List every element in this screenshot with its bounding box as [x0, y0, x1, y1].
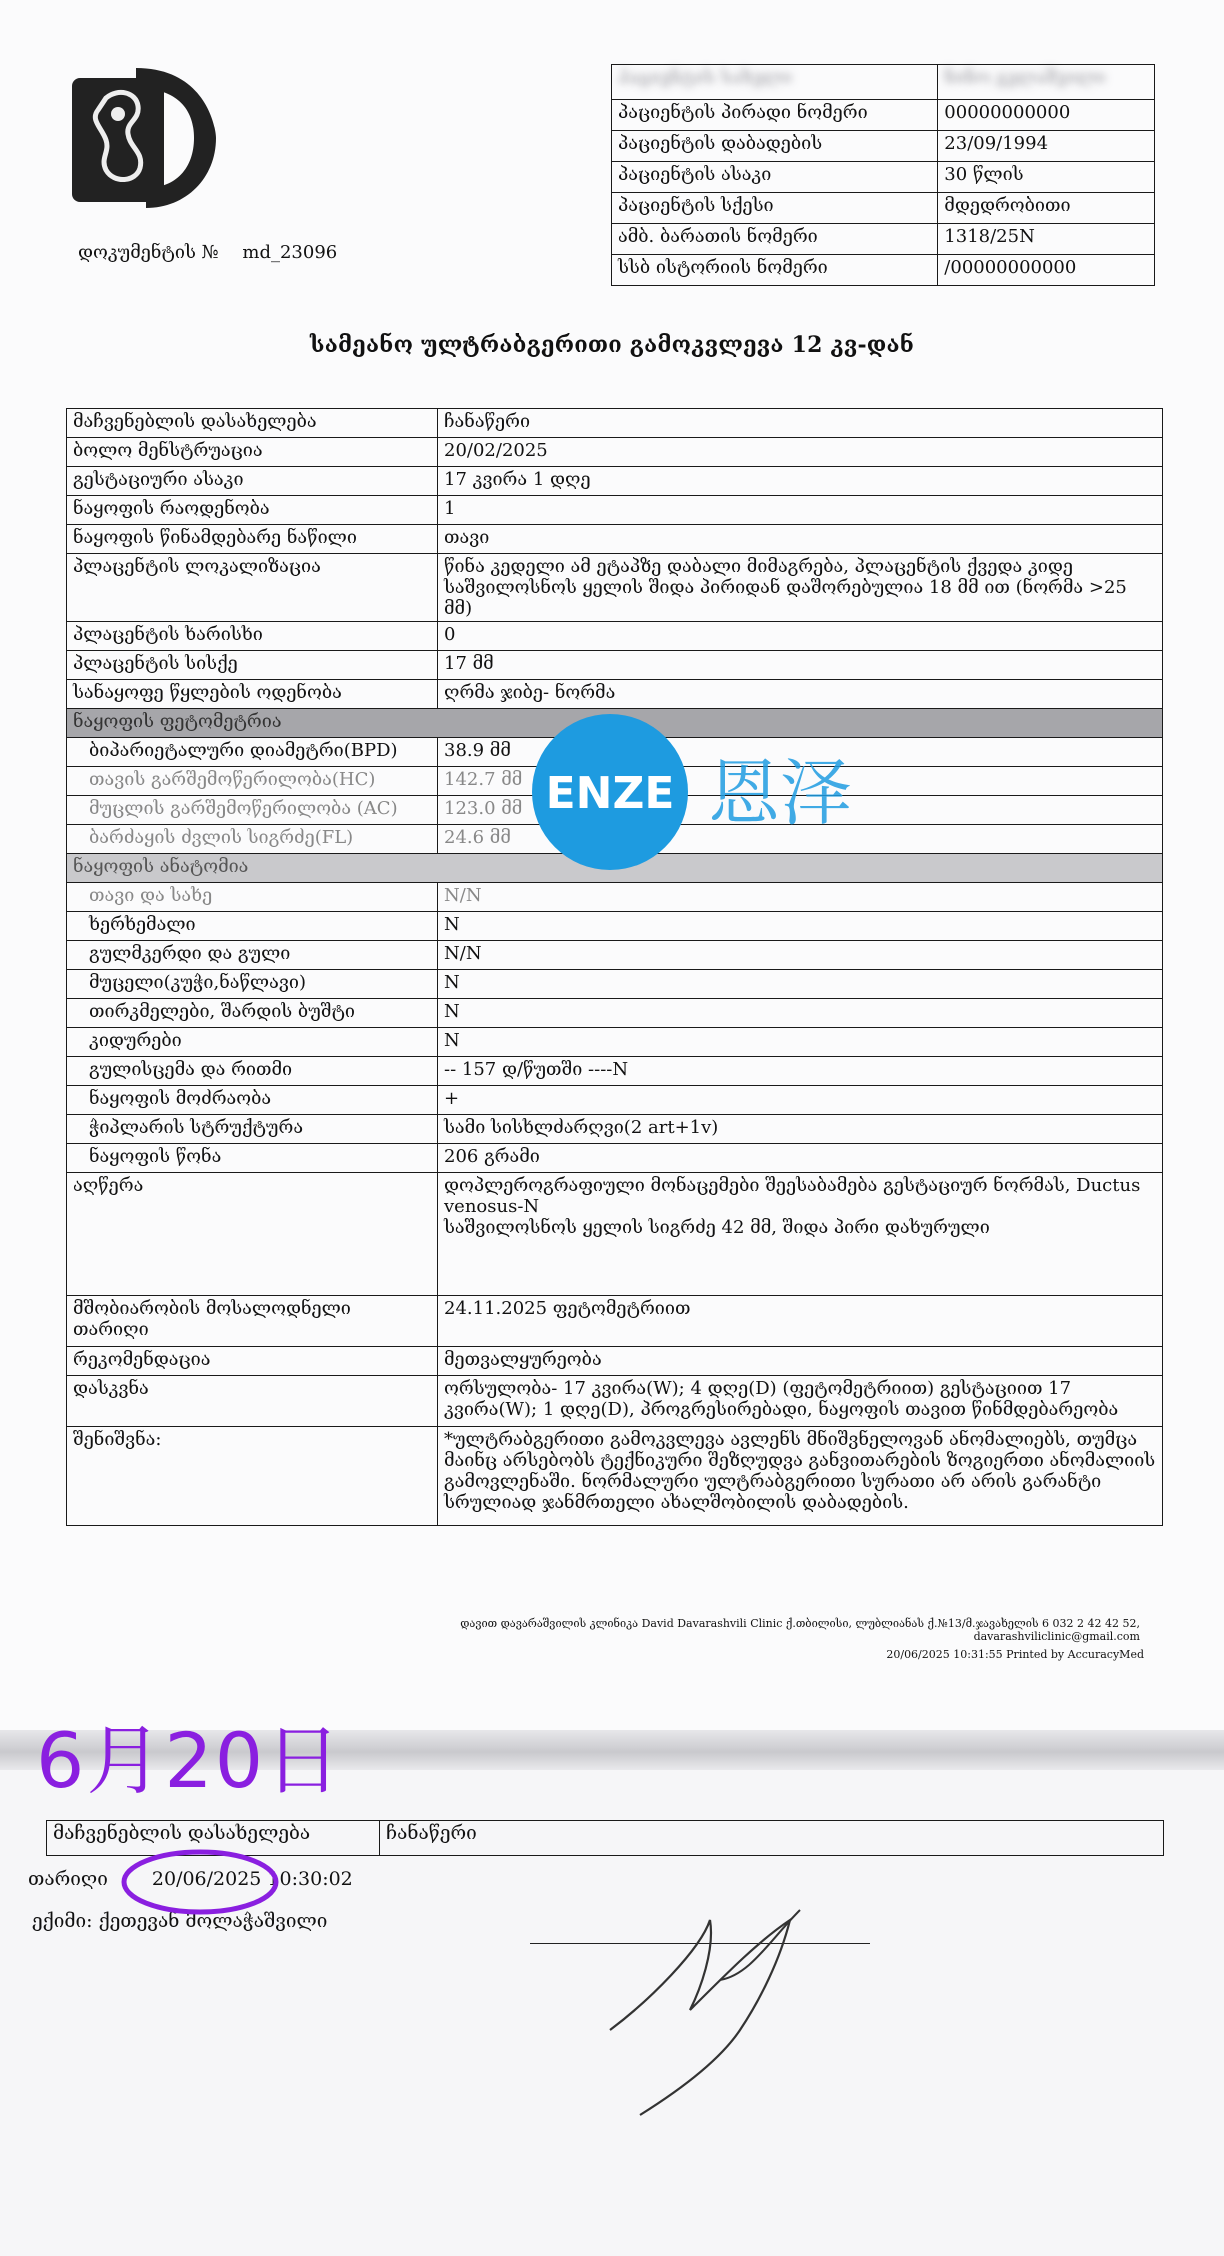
- row-value: *ულტრაბგერითი გამოკვლევა ავლენს მნიშვნელოვან ანომალიებს, თუმცა მაინც არსებობს ტექნიკური შეზღუდვა განვითარების ზოგიერთი ანომალიის გამოვლენაში. ნორმალური ულტრაბგერითი სურათი არ არის გარანტი სრულიად ჯანმრთელი ახალშობილის დაბადების.: [438, 1427, 1163, 1526]
- row-value: 1: [438, 496, 1163, 525]
- row-value: N: [438, 999, 1163, 1028]
- row-label: ნაყოფის რაოდენობა: [67, 496, 438, 525]
- row-value: -- 157 დ/წუთში ----N: [438, 1057, 1163, 1086]
- row-value: ჩანაწერი: [438, 409, 1163, 438]
- table-row: [67, 1144, 1163, 1173]
- description-value: [438, 1173, 1163, 1296]
- row-value: ღრმა ჯიბე- ნორმა: [438, 680, 1163, 709]
- report-title: სამეანო ულტრაბგერითი გამოკვლევა 12 კვ-დან: [309, 332, 915, 358]
- row-label: ნაყოფის მოძრაობა: [67, 1086, 438, 1115]
- row-label: მშობიარობის მოსალოდნელი თარიღი: [67, 1296, 438, 1347]
- row-value: N: [438, 970, 1163, 999]
- table-row: [612, 255, 1155, 286]
- row-label: სანაყოფე წყლების ოდენობა: [67, 680, 438, 709]
- row-label: პლაცენტის ლოკალიზაცია: [67, 554, 438, 622]
- table-row: [612, 193, 1155, 224]
- table-row: [67, 554, 1163, 622]
- row-label: თავის გარშემოწერილობა(HC): [67, 767, 438, 796]
- signature-icon: [590, 1880, 910, 2120]
- table-row: [67, 409, 1163, 438]
- table-row: [67, 1296, 1163, 1347]
- section-label: ნაყოფის ფეტომეტრია: [67, 709, 1163, 738]
- row-value: N/N: [438, 883, 1163, 912]
- table-row: [612, 224, 1155, 255]
- row-value: N: [438, 912, 1163, 941]
- description-line-1: დოპლეროგრაფიული მონაცემები შეესაბამება გესტაციურ ნორმას, Ductus venosus-N: [444, 1175, 1141, 1217]
- patient-sex-label: პაციენტის სქესი: [612, 193, 938, 224]
- row-label: ნაყოფის წონა: [67, 1144, 438, 1173]
- row-value: 0: [438, 622, 1163, 651]
- table-row: [67, 1057, 1163, 1086]
- ultrasound-results-table: [66, 408, 1163, 1526]
- row-value: N: [438, 1028, 1163, 1057]
- row-label: მუცელი(კუჭი,ნაწლავი): [67, 970, 438, 999]
- table-row: [67, 438, 1163, 467]
- row-label: ჭიპლარის სტრუქტურა: [67, 1115, 438, 1144]
- table-row: [67, 1086, 1163, 1115]
- watermark-chinese: 恩泽: [708, 751, 853, 835]
- patient-id-label: პაციენტის პირადი ნომერი: [612, 100, 938, 131]
- table-row: [612, 131, 1155, 162]
- row-value: ორსულობა- 17 კვირა(W); 4 დღე(D) (ფეტომეტრიით) გესტაციით 17 კვირა(W); 1 დღე(D), პროგრესირებადი, ნაყოფის თავით წინმდებარეობა: [438, 1376, 1163, 1427]
- row-value: თავი: [438, 525, 1163, 554]
- patient-name-value: ნინო გელაშვილი: [938, 65, 1155, 100]
- patient-birth-label: პაციენტის დაბადების: [612, 131, 938, 162]
- table-row: [67, 999, 1163, 1028]
- clinic-logo-icon: [66, 58, 216, 214]
- row-value: 17 კვირა 1 დღე: [438, 467, 1163, 496]
- row-label: თირკმელები, შარდის ბუშტი: [67, 999, 438, 1028]
- row-label: აღწერა: [67, 1173, 438, 1296]
- table-row: [67, 525, 1163, 554]
- patient-age-label: პაციენტის ასაკი: [612, 162, 938, 193]
- printed-stamp: 20/06/2025 10:31:55 Printed by AccuracyMed: [886, 1648, 1144, 1661]
- row-value: 142.7 მმ: [438, 767, 1163, 796]
- row-label: ბარძაყის ძვლის სიგრძე(FL): [67, 825, 438, 854]
- doctor-name: ექიმი: ქეთევან მოლაჭაშვილი: [32, 1910, 328, 1932]
- table-row: [67, 467, 1163, 496]
- date-highlight-circle-icon: [120, 1848, 280, 1916]
- table-row: [612, 100, 1155, 131]
- row-label: ხერხემალი: [67, 912, 438, 941]
- row-label: კიდურები: [67, 1028, 438, 1057]
- card-number-value: 1318/25N: [938, 224, 1155, 255]
- row-value: 38.9 მმ: [438, 738, 1163, 767]
- table-row: [67, 912, 1163, 941]
- row-label: დასკვნა: [67, 1376, 438, 1427]
- row-label: თავი და სახე: [67, 883, 438, 912]
- row-value: 206 გრამი: [438, 1144, 1163, 1173]
- row-label: გულისცემა და რითმი: [67, 1057, 438, 1086]
- row-value: 20/02/2025: [438, 438, 1163, 467]
- patient-info-table: [611, 64, 1155, 286]
- table-row: [67, 1427, 1163, 1526]
- patient-id-value: 00000000000: [938, 100, 1155, 131]
- card-number-label: ამბ. ბარათის ნომერი: [612, 224, 938, 255]
- watermark-latin: ENZE: [545, 768, 675, 819]
- row-label: რეკომენდაცია: [67, 1347, 438, 1376]
- row-value: N/N: [438, 941, 1163, 970]
- patient-age-value: 30 წლის: [938, 162, 1155, 193]
- row-label: გულმკერდი და გული: [67, 941, 438, 970]
- exam-date-value: 20/06/2025 10:30:02: [151, 1868, 353, 1890]
- exam-date-label: თარიღი: [28, 1868, 108, 1890]
- row-label: ნაყოფის წინამდებარე ნაწილი: [67, 525, 438, 554]
- row-value: +: [438, 1086, 1163, 1115]
- table-row: [67, 622, 1163, 651]
- table-row: [67, 970, 1163, 999]
- enze-watermark: [530, 712, 900, 872]
- table-row: [67, 496, 1163, 525]
- document-number-label: დოკუმენტის №: [78, 242, 219, 263]
- row-value: წინა კედელი ამ ეტაპზე დაბალი მიმაგრება, პლაცენტის ქვედა კიდე საშვილოსნოს ყელის შიდა პირიდან დაშორებულია 18 მმ ით (ნორმა >25 მმ): [438, 554, 1163, 622]
- handwritten-date-annotation: 6月20日: [36, 1716, 344, 1805]
- patient-birth-value: 23/09/1994: [938, 131, 1155, 162]
- table-row: [612, 65, 1155, 100]
- row-value: მეთვალყურეობა: [438, 1347, 1163, 1376]
- row-label: პლაცენტის ხარისხი: [67, 622, 438, 651]
- document-number: [78, 242, 337, 263]
- table-row: [67, 1173, 1163, 1296]
- row-value: 24.11.2025 ფეტომეტრიით: [438, 1296, 1163, 1347]
- section-label: ნაყოფის ანატომია: [67, 854, 1163, 883]
- row-value: 24.6 მმ: [438, 825, 1163, 854]
- row-label: ბოლო მენსტრუაცია: [67, 438, 438, 467]
- table-row: [67, 651, 1163, 680]
- table-row: [67, 1115, 1163, 1144]
- table-row: [612, 162, 1155, 193]
- table-row: [67, 680, 1163, 709]
- lower-label: მაჩვენებლის დასახელება: [47, 1821, 380, 1856]
- row-value: სამი სისხლძარღვი(2 art+1v): [438, 1115, 1163, 1144]
- row-label: შენიშვნა:: [67, 1427, 438, 1526]
- table-row: [67, 883, 1163, 912]
- clinic-footer: დავით დავარაშვილის კლინიკა David Davarashvili Clinic ქ.თბილისი, ლუბლიანას ქ.№13/მ.ჯავახელის 6 032 2 42 42 52, davarashviliclinic@gmail.com: [460, 1617, 1140, 1643]
- table-row: [67, 1376, 1163, 1427]
- document-number-value: md_23096: [242, 242, 338, 263]
- history-number-label: სსბ ისტორიის ნომერი: [612, 255, 938, 286]
- lower-value: ჩანაწერი: [380, 1821, 1164, 1856]
- table-row: [67, 1347, 1163, 1376]
- row-label: გესტაციური ასაკი: [67, 467, 438, 496]
- patient-sex-value: მდედრობითი: [938, 193, 1155, 224]
- row-label: მაჩვენებლის დასახელება: [67, 409, 438, 438]
- description-line-2: საშვილოსნოს ყელის სიგრძე 42 მმ, შიდა პირი დახურული: [444, 1217, 990, 1238]
- row-value: 123.0 მმ: [438, 796, 1163, 825]
- row-label: პლაცენტის სისქე: [67, 651, 438, 680]
- row-label: მუცლის გარშემოწერილობა (AC): [67, 796, 438, 825]
- patient-name-label: პაციენტის სახელი: [612, 65, 938, 100]
- table-row: [67, 1028, 1163, 1057]
- history-number-value: /00000000000: [938, 255, 1155, 286]
- table-row: [67, 941, 1163, 970]
- row-value: 17 მმ: [438, 651, 1163, 680]
- row-label: ბიპარიეტალური დიამეტრი(BPD): [67, 738, 438, 767]
